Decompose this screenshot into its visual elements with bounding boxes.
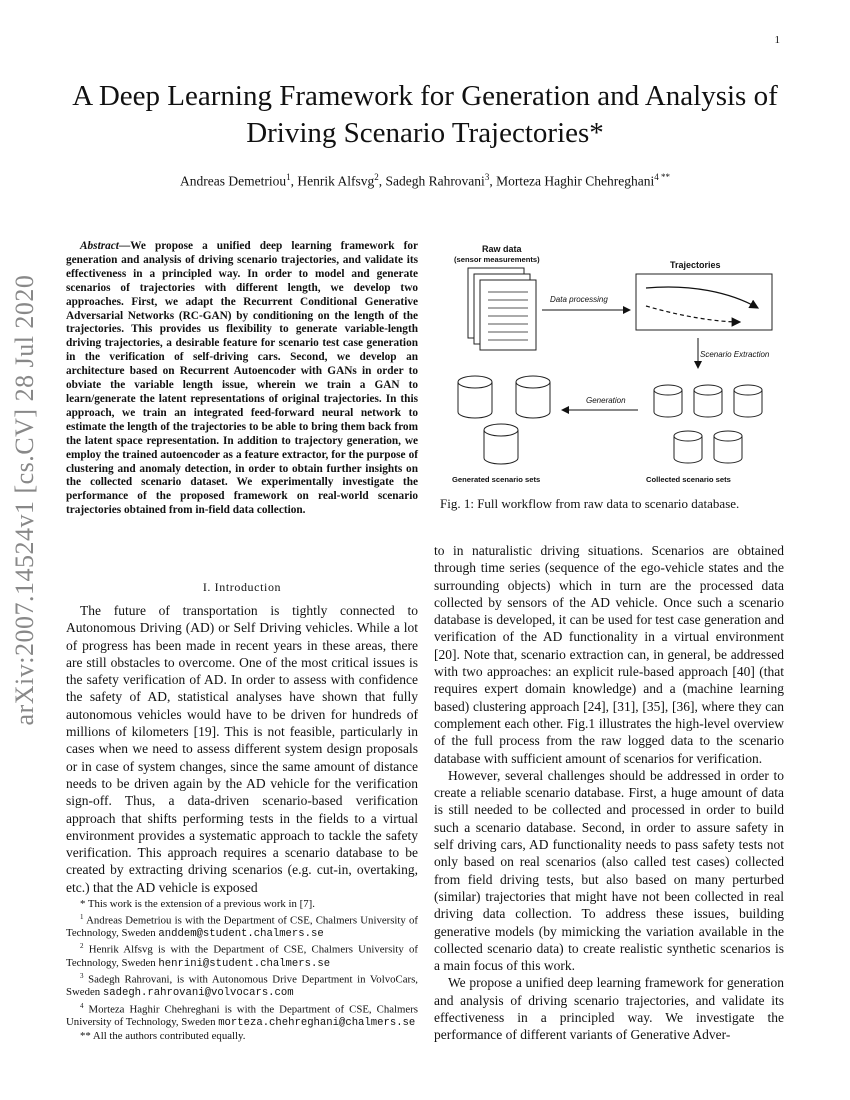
raw-data-label: Raw data	[482, 244, 522, 254]
footnotes	[66, 898, 418, 1042]
scenario-extraction-label: Scenario Extraction	[700, 350, 770, 359]
generated-sets-label: Generated scenario sets	[452, 475, 541, 484]
author-mark: 4 **	[654, 172, 671, 182]
author-name: Sadegh Rahrovani	[385, 173, 485, 189]
email-link[interactable]: anddem@student.chalmers.se	[158, 927, 324, 940]
author-mark: 1	[286, 172, 291, 182]
author-list: Andreas Demetriou$^1$, Henrik Alfsvg$^2$, Sadegh Rahrovani$^3$, Morteza Haghir Chehreghani$^{4 **}$	[179, 172, 671, 189]
database-icon	[694, 385, 722, 417]
email-link[interactable]: morteza.chehreghani@chalmers.se	[218, 1017, 416, 1030]
workflow-figure	[440, 240, 780, 490]
database-icon	[734, 385, 762, 417]
body-paragraph: We propose a unified deep learning framework for generation and analysis of driving scenario trajectories, and validate its effectiveness in a principled way. We investigate the performance of different variants of Generative Adver-	[434, 975, 784, 1043]
right-column-text	[434, 542, 784, 1044]
footnote-extension: * This work is the extension of a previous work in [7].	[80, 898, 315, 910]
collected-sets-label: Collected scenario sets	[646, 475, 731, 484]
author-name: Henrik Alfsvg	[297, 173, 375, 189]
section-heading-introduction: I. Introduction	[202, 580, 282, 594]
generation-label: Generation	[586, 396, 626, 405]
footnote-4: $^4$ Morteza Haghir Chehreghani is with the Department of CSE, Chalmers University of Technology, Sweden morteza.chehreghani@chalmers.se	[66, 1001, 418, 1030]
database-icon	[674, 431, 702, 463]
author-mark: 2	[374, 172, 379, 182]
abstract	[66, 240, 418, 518]
body-paragraph: to in naturalistic driving situations. Scenarios are obtained through time series (sequence of the ego-vehicle states and the surrounding objects) which in turn are the processed data collected by sensors of the AD vehicle. Once such a scenario database is developed, it can be used for test case generation and verification of the AD functionality in a virtual environment [20]. Note that, scenario extraction can, in general, be addressed with two approaches: an explicit rule-based approach [40] (that requires expert domain knowledge) and a (machine learning based) clustering approach [24], [31], [35], [36], where they can complement each other. Fig.1 illustrates the high-level overview of the full process from the raw logged data to the scenario database with sufficient amount of scenarios for verification.	[434, 543, 784, 766]
email-link[interactable]: sadegh.rahrovani@volvocars.com	[102, 987, 294, 1000]
footnote-contribution: ** All the authors contributed equally.	[80, 1029, 246, 1042]
footnote-1: $^1$ Andreas Demetriou is with the Department of CSE, Chalmers University of Technology, Sweden anddem@student.chalmers.se	[66, 912, 419, 940]
database-icon	[714, 431, 742, 463]
database-icon	[654, 385, 682, 417]
author-name: Morteza Haghir Chehreghani	[496, 173, 655, 189]
arxiv-stamp: arXiv:2007.14524v1 [cs.CV] 28 Jul 2020	[10, 274, 39, 726]
email-link[interactable]: henrini@student.chalmers.se	[158, 957, 331, 970]
database-icon	[484, 424, 518, 464]
paper-title: A Deep Learning Framework for Generation and Analysis of Driving Scenario Trajectories*	[72, 80, 778, 149]
page-number: 1	[774, 34, 780, 46]
database-icon	[458, 376, 492, 418]
author-name: Andreas Demetriou	[179, 173, 287, 189]
footnote-2: $^2$ Henrik Alfsvg is with the Department of CSE, Chalmers University of Technology, Sweden henrini@student.chalmers.se	[66, 942, 418, 970]
data-processing-label: Data processing	[550, 295, 608, 304]
abstract-label: Abstract	[80, 240, 119, 252]
abstract-text: —We propose a unified deep learning framework for generation and analysis of driving scenario trajectories, and validate its effectiveness in a principled way. In order to model and generate scenarios of trajectories with different length, we develop two approaches. First, we adapt the Recurrent Conditional Generative Adversarial Networks (RC-GAN) by conditioning on the length of the trajectories. This provides us flexibility to generate variable-length driving trajectories, a desirable feature for scenario test case generation in the verification of self-driving cars. Second, we develop an architecture based on Recurrent Autoencoder with GANs in order to obviate the variable length issue, wherein we train a GAN to learn/generate the latent representations of original trajectories. In this approach, we train an integrated feed-forward neural network to estimate the length of the trajectories to be able to bring them back from the latent space representation. In addition to trajectory generation, we employ the trained autoencoder as a feature extractor, for the purpose of clustering and anomaly detection, in order to obtain further insights on the collected scenario dataset. We experimentally investigate the performance of the proposed framework on real-world scenario trajectories obtained from in-field data collection.	[66, 240, 418, 517]
intro-paragraph	[66, 602, 418, 896]
trajectories-box	[636, 274, 772, 330]
body-paragraph: However, several challenges should be addressed in order to create a reliable scenario database. First, a huge amount of data is still needed to be collected and processed in order to build such a scenario database. Second, in order to assure safety in self driving cars, AD functionality needs to pass safety tests not only based on real scenarios (also called test cases) collected from field driving tests, but also based on many perturbed (similar) trajectories that might have not been collected in real driving data collection. To address these issues, building generative models (by mimicking the variation available in the collected scenario data) to create realistic synthetic scenarios is a main focus of this work.	[434, 767, 784, 974]
document-stack-icon	[468, 268, 536, 350]
trajectories-label: Trajectories	[670, 260, 721, 270]
intro-paragraph-text: The future of transportation is tightly connected to Autonomous Driving (AD) or Self Driving vehicles. While a lot of progress has been made in recent years in these areas, there are still obstacles to overcome. One of the most critical issues is the safety verification of AD. In order to assess with confidence the safety of AD, statistical analyses have shown that fully autonomous vehicles would have to be driven for hundreds of millions of kilometers [19]. This is not feasible, particularly in cases when we need to assess different system design proposals or in case of system changes, since the same amount of distance needs to be driven again by the AD vehicle for the verification sign-off. Thus, a data-driven scenario-based verification approach that shifts performing tests in the fields to a virtual environment provides a systematic approach to tackle the safety verification. This approach requires a scenario database to be created by extracting driving scenarios (e.g. cut-in, overtaking, etc.) that the AD vehicle is exposed	[66, 603, 418, 895]
figure-caption: Fig. 1: Full workflow from raw data to scenario database.	[440, 496, 740, 511]
raw-data-sublabel: (sensor measurements)	[454, 255, 540, 264]
database-icon	[516, 376, 550, 418]
footnote-3: $^3$ Sadegh Rahrovani, is with Autonomous Drive Department in VolvoCars, Sweden sadegh.rahrovani@volvocars.com	[66, 972, 418, 1000]
author-mark: 3	[484, 172, 490, 182]
